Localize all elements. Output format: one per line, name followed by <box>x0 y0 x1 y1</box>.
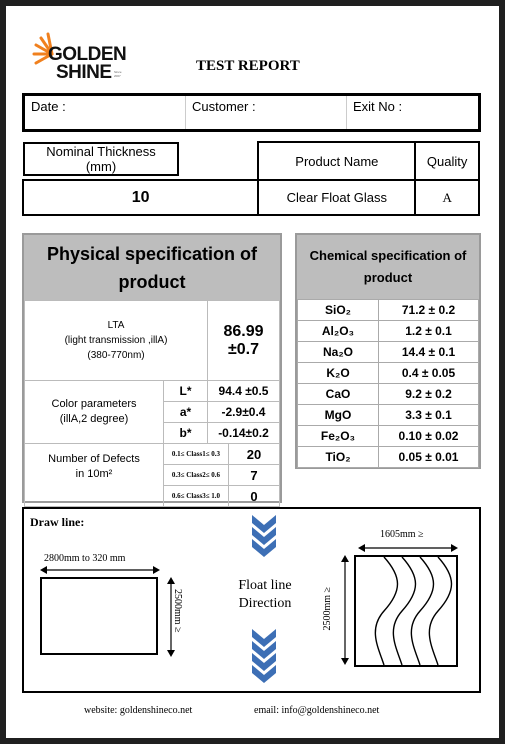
product-name-header: Product Name <box>295 153 379 169</box>
date-label: Date : <box>31 99 66 114</box>
chemical-row <box>298 321 479 342</box>
lta-sublabel: (light transmission ,illA) <box>64 335 168 346</box>
compound-value: 1.2 ± 0.1 <box>379 321 479 342</box>
defect-count: 20 <box>246 446 262 462</box>
float-direction-arrows-bottom <box>250 627 278 685</box>
thickness-header: Nominal Thickness (mm) <box>46 144 156 174</box>
chemical-row <box>298 300 479 321</box>
compound-name: Fe₂O₃ <box>298 426 379 447</box>
defect-class: 0.3≤ Class2≤ 0.6 <box>171 471 221 479</box>
left-glass-sheet <box>40 577 158 655</box>
footer-website: website: goldenshineco.net <box>84 705 193 716</box>
compound-value: 0.4 ± 0.05 <box>379 363 479 384</box>
info-table <box>22 93 481 132</box>
color-value: 94.4 ±0.5 <box>218 384 269 398</box>
physical-spec-panel <box>22 233 282 503</box>
chemical-row <box>298 426 479 447</box>
defect-class: 0.6≤ Class3≤ 1.0 <box>171 492 221 500</box>
right-glass-sheet-distorted <box>354 555 458 667</box>
color-value: -2.9±0.4 <box>221 405 266 419</box>
compound-name: SiO₂ <box>298 300 379 321</box>
company-logo <box>28 30 138 86</box>
color-params-sublabel: (illA,2 degree) <box>59 413 129 425</box>
defects-label: Number of Defects <box>48 453 140 465</box>
color-key: a* <box>179 405 192 419</box>
compound-value: 3.3 ± 0.1 <box>379 405 479 426</box>
physical-spec-title: Physical specification of product <box>24 235 280 300</box>
chemical-spec-table <box>297 299 479 468</box>
compound-name: MgO <box>298 405 379 426</box>
left-height-label: 2500mm ≥ <box>172 589 183 633</box>
chemical-row <box>298 405 479 426</box>
color-value: -0.14±0.2 <box>218 426 269 440</box>
quality-value: A <box>442 189 452 205</box>
lta-range: (380-770nm) <box>87 350 145 361</box>
compound-name: CaO <box>298 384 379 405</box>
report-title: TEST REPORT <box>196 58 300 74</box>
product-table <box>22 141 480 216</box>
defect-count: 7 <box>250 467 258 483</box>
quality-header: Quality <box>426 153 468 169</box>
float-direction-arrows-top <box>250 513 278 561</box>
chemical-spec-panel <box>295 233 481 469</box>
color-params-label: Color parameters <box>51 398 137 410</box>
right-width-label: 1605mm ≥ <box>380 529 424 540</box>
lta-label: LTA <box>107 320 125 331</box>
footer-email: email: info@goldenshineco.net <box>254 705 380 716</box>
lta-value: 86.99 ±0.7 <box>223 322 264 358</box>
defects-sublabel: in 10m² <box>75 468 113 480</box>
logo-text-shine: SHINE <box>56 62 112 83</box>
chemical-spec-title: Chemical specification of product <box>297 235 479 299</box>
chemical-row <box>298 342 479 363</box>
thickness-value: 10 <box>131 188 150 206</box>
color-key: L* <box>179 384 192 398</box>
float-line-direction: Float line Direction <box>238 578 292 611</box>
logo-tagline: Since 2007 <box>114 70 122 78</box>
compound-value: 71.2 ± 0.2 <box>379 300 479 321</box>
compound-name: K₂O <box>298 363 379 384</box>
color-key: b* <box>179 426 192 440</box>
right-height-arrow <box>340 555 350 665</box>
chemical-row <box>298 363 479 384</box>
compound-name: Na₂O <box>298 342 379 363</box>
logo-text-golden: GOLDEN <box>48 44 127 65</box>
compound-value: 0.05 ± 0.01 <box>379 447 479 468</box>
compound-name: Al₂O₃ <box>298 321 379 342</box>
customer-label: Customer : <box>192 99 256 114</box>
right-height-label: 2500mm ≥ <box>322 587 333 631</box>
report-page <box>6 6 499 738</box>
chemical-row <box>298 384 479 405</box>
compound-value: 0.10 ± 0.02 <box>379 426 479 447</box>
defect-count: 0 <box>250 488 258 504</box>
compound-value: 14.4 ± 0.1 <box>379 342 479 363</box>
left-width-arrow <box>40 565 160 575</box>
right-width-arrow <box>358 543 458 553</box>
compound-value: 9.2 ± 0.2 <box>379 384 479 405</box>
draw-line-section <box>22 507 481 693</box>
compound-name: TiO₂ <box>298 447 379 468</box>
defect-class: 0.1≤ Class1≤ 0.3 <box>171 450 221 458</box>
left-width-label: 2800mm to 320 mm <box>44 553 126 564</box>
exit-no-label: Exit No : <box>353 99 403 114</box>
draw-line-label: Draw line: <box>30 515 85 529</box>
chemical-row <box>298 447 479 468</box>
physical-spec-table <box>24 300 280 507</box>
product-name-value: Clear Float Glass <box>286 190 388 205</box>
